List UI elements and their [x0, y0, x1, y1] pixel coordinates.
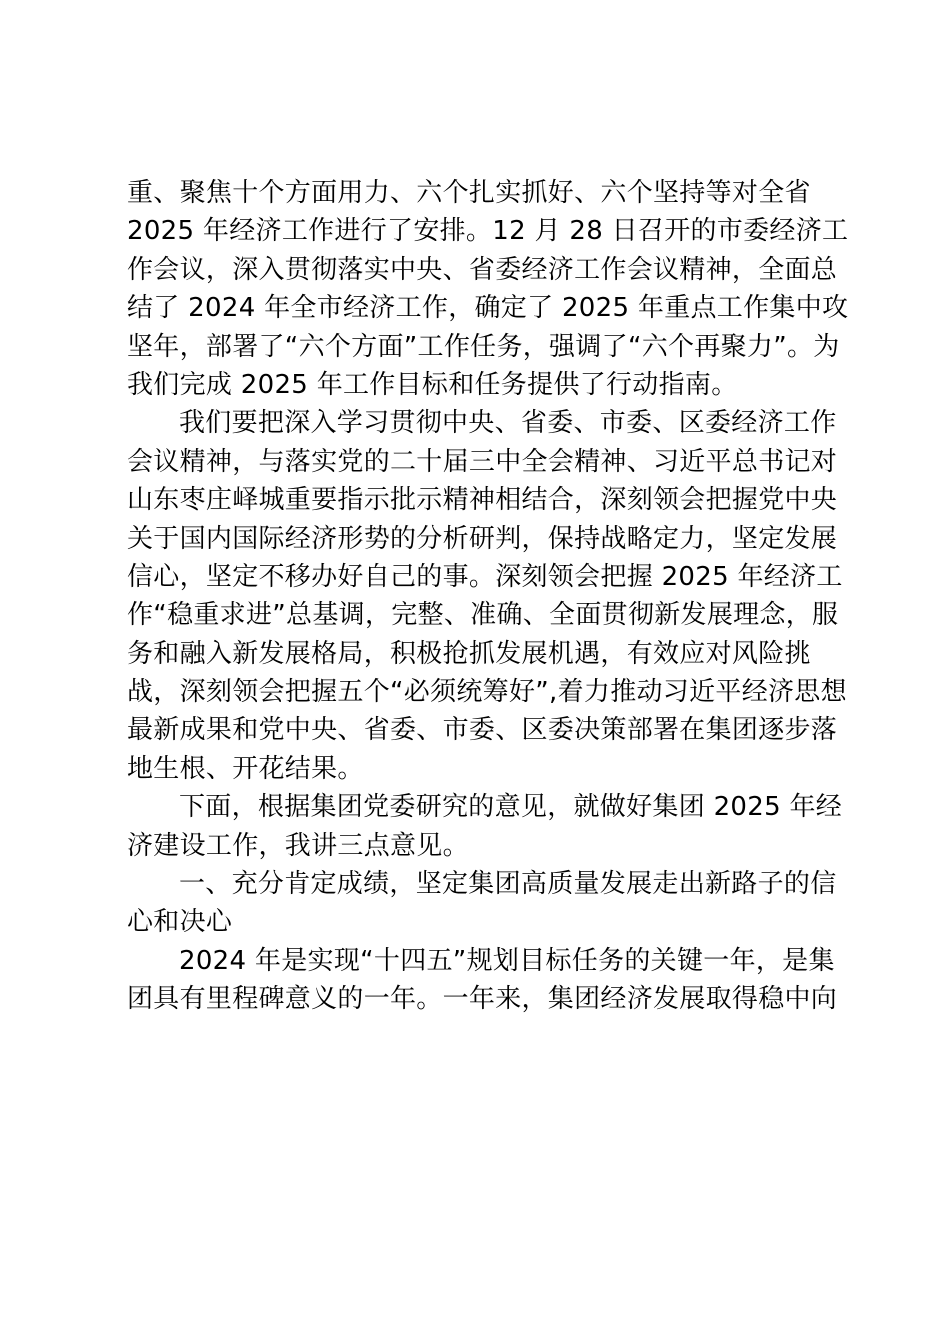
text-line: 结了 2024 年全市经济工作，确定了 2025 年重点工作集中攻: [127, 293, 849, 324]
text-line: 我们完成 2025 年工作目标和任务提供了行动指南。: [127, 369, 738, 400]
text-line: 会议精神，与落实党的二十届三中全会精神、习近平总书记对: [127, 446, 838, 477]
text-line: 山东枣庄峄城重要指示批示精神相结合，深刻领会把握党中央: [127, 485, 838, 516]
text-line: 战，深刻领会把握五个“必须统筹好”,着力推动习近平经济思想: [127, 677, 847, 708]
paragraph-first-line: 下面，根据集团党委研究的意见，就做好集团 2025 年经: [179, 792, 843, 823]
text-line: 最新成果和党中央、省委、市委、区委决策部署在集团逐步落: [127, 715, 838, 746]
text-line: 务和融入新发展格局，积极抢抓发展机遇，有效应对风险挑: [127, 638, 811, 669]
text-line: 地生根、开花结果。: [127, 753, 364, 784]
section-heading-continued: 心和决心: [127, 907, 233, 938]
text-line: 坚年，部署了“六个方面”工作任务，强调了“六个再聚力”。为: [127, 331, 840, 362]
paragraph-first-line: 我们要把深入学习贯彻中央、省委、市委、区委经济工作: [179, 408, 837, 439]
text-line: 信心，坚定不移办好自己的事。深刻领会把握 2025 年经济工: [127, 561, 843, 592]
text-line: 济建设工作，我讲三点意见。: [127, 830, 469, 861]
section-heading: 一、充分肯定成绩，坚定集团高质量发展走出新路子的信: [179, 869, 837, 900]
text-line: 重、聚焦十个方面用力、六个扎实抓好、六个坚持等对全省: [127, 178, 811, 208]
paragraph-first-line: 2024 年是实现“十四五”规划目标任务的关键一年，是集: [179, 945, 835, 976]
text-line: 作“稳重求进”总基调，完整、准确、全面贯彻新发展理念，服: [127, 600, 839, 631]
text-line: 作会议，深入贯彻落实中央、省委经济工作会议精神，全面总: [127, 254, 838, 285]
text-line: 团具有里程碑意义的一年。一年来，集团经济发展取得稳中向: [127, 984, 838, 1015]
text-line: 2025 年经济工作进行了安排。12 月 28 日召开的市委经济工: [127, 216, 849, 247]
body-text: [127, 174, 849, 1019]
text-line: 关于国内国际经济形势的分析研判，保持战略定力，坚定发展: [127, 523, 838, 554]
